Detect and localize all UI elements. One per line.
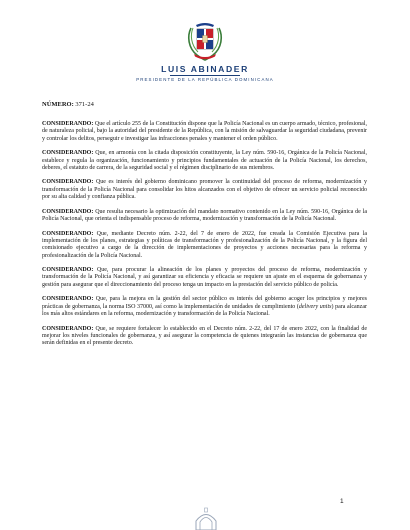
considerando-text: Que, mediante Decreto núm. 2-22, del 7 de enero de 2022, fue creada la Comisión Ejecutiva para la implementación de los planes, estrategias y políticas de transformación y profesionalización de la Policía Nacional, y la figura del comisionado ejecutivo a cargo de la dirección de implementaciones de proyectos y acciones necesarias para la reforma y profesionalización de la Policía Nacional. — [42, 230, 367, 259]
considerando-label: CONSIDERANDO: — [42, 296, 94, 303]
considerando-label: CONSIDERANDO: — [42, 208, 94, 215]
considerando-label: CONSIDERANDO: — [42, 121, 94, 127]
considerando-paragraph — [42, 179, 367, 201]
decree-number-value: 371-24 — [75, 101, 94, 108]
decree-number-label: NÚMERO: — [42, 101, 74, 108]
considerando-text: Que, se requiere fortalecer lo establecido en el Decreto núm. 2-22, del 17 de enero 2022, con la finalidad de mejorar los niveles funcionales de gobernanza, y así asegurar la competencia de quienes integrarán las instancias de gobernanza que serán definidas en el presente decreto. — [42, 325, 367, 347]
palace-emblem-icon — [193, 507, 219, 530]
considerando-label: CONSIDERANDO: — [42, 230, 94, 237]
considerando-paragraph — [42, 209, 367, 224]
considerando-text: ) para alcanzar los más altos estándares en la reforma, modernización y transformación de la Policía Nacional. — [42, 303, 367, 317]
considerando-text: Que resulta necesario la optimización del mandato normativo contenido en la Ley núm. 590-16, Orgánica de la Policía Nacional, que orienta el indispensable proceso de reforma, modernización y transformación de la Policía Nacional. — [42, 208, 368, 222]
considerando-italic-term: delivery units — [298, 303, 332, 310]
considerando-paragraph — [42, 296, 367, 318]
header-divider — [170, 75, 240, 76]
considerando-label: CONSIDERANDO: — [42, 267, 94, 274]
considerando-text: Que es interés del gobierno dominicano promover la continuidad del proceso de reforma, modernización y transformación de la Policía Nacional para consolidar los hitos alcanzados con el objetivo de ofrecer un servicio policial reconocido por su alta calidad y confianza pública. — [42, 179, 367, 201]
considerando-paragraph — [42, 231, 367, 260]
considerando-label: CONSIDERANDO: — [42, 179, 94, 186]
considerando-paragraph — [42, 326, 367, 348]
president-title: PRESIDENTE DE LA REPÚBLICA DOMINICANA — [136, 77, 274, 82]
considerando-paragraph — [42, 121, 367, 143]
page-number: 1 — [340, 498, 344, 505]
considerando-label: CONSIDERANDO: — [42, 150, 94, 157]
considerando-text: Que el artículo 255 de la Constitución dispone que la Policía Nacional es un cuerpo armado, técnico, profesional, de naturaleza policial, bajo la autoridad del presidente de la República, con la misión de salvaguardar la seguridad ciudadana, prevenir y controlar los delitos, perseguir e investigar las infracciones penales y mantener el orden público. — [42, 121, 367, 142]
considerando-text: Que, en armonía con la citada disposición constituyente, la Ley núm. 590-16, Orgánica de la Policía Nacional, establece y regula la organización, funcionamiento y principios fundamentales de actuación de la Policía Nacional, los derechos, deberes, el estatuto de carrera, de la seguridad social y el régimen disciplinario de sus miembros. — [42, 150, 367, 171]
considerando-text: Que, para procurar la alineación de los planes y proyectos del proceso de reforma, modernización y transformación de la Policía Nacional, y así garantizar su eficiencia y eficacia se requiere un ajuste en el esquema de gobernanza y gestión para asegurar que el direccionamiento del proceso tenga un impacto en la prestación del servicio público de policía. — [42, 267, 368, 288]
coat-of-arms-icon — [185, 20, 225, 62]
considerando-text: Que, para la mejora en la gestión del sector público es interés del gobierno acoger los principios y mejores prácticas de gobernanza, la norma ISO 37000, así como la implementación de unidades de cumplimiento ( — [42, 296, 368, 310]
document-body — [42, 121, 367, 355]
considerando-label: CONSIDERANDO: — [42, 325, 94, 332]
president-name: LUIS ABINADER — [161, 64, 249, 74]
decree-number — [42, 101, 94, 108]
considerando-paragraph — [42, 150, 367, 172]
considerando-paragraph — [42, 267, 367, 289]
